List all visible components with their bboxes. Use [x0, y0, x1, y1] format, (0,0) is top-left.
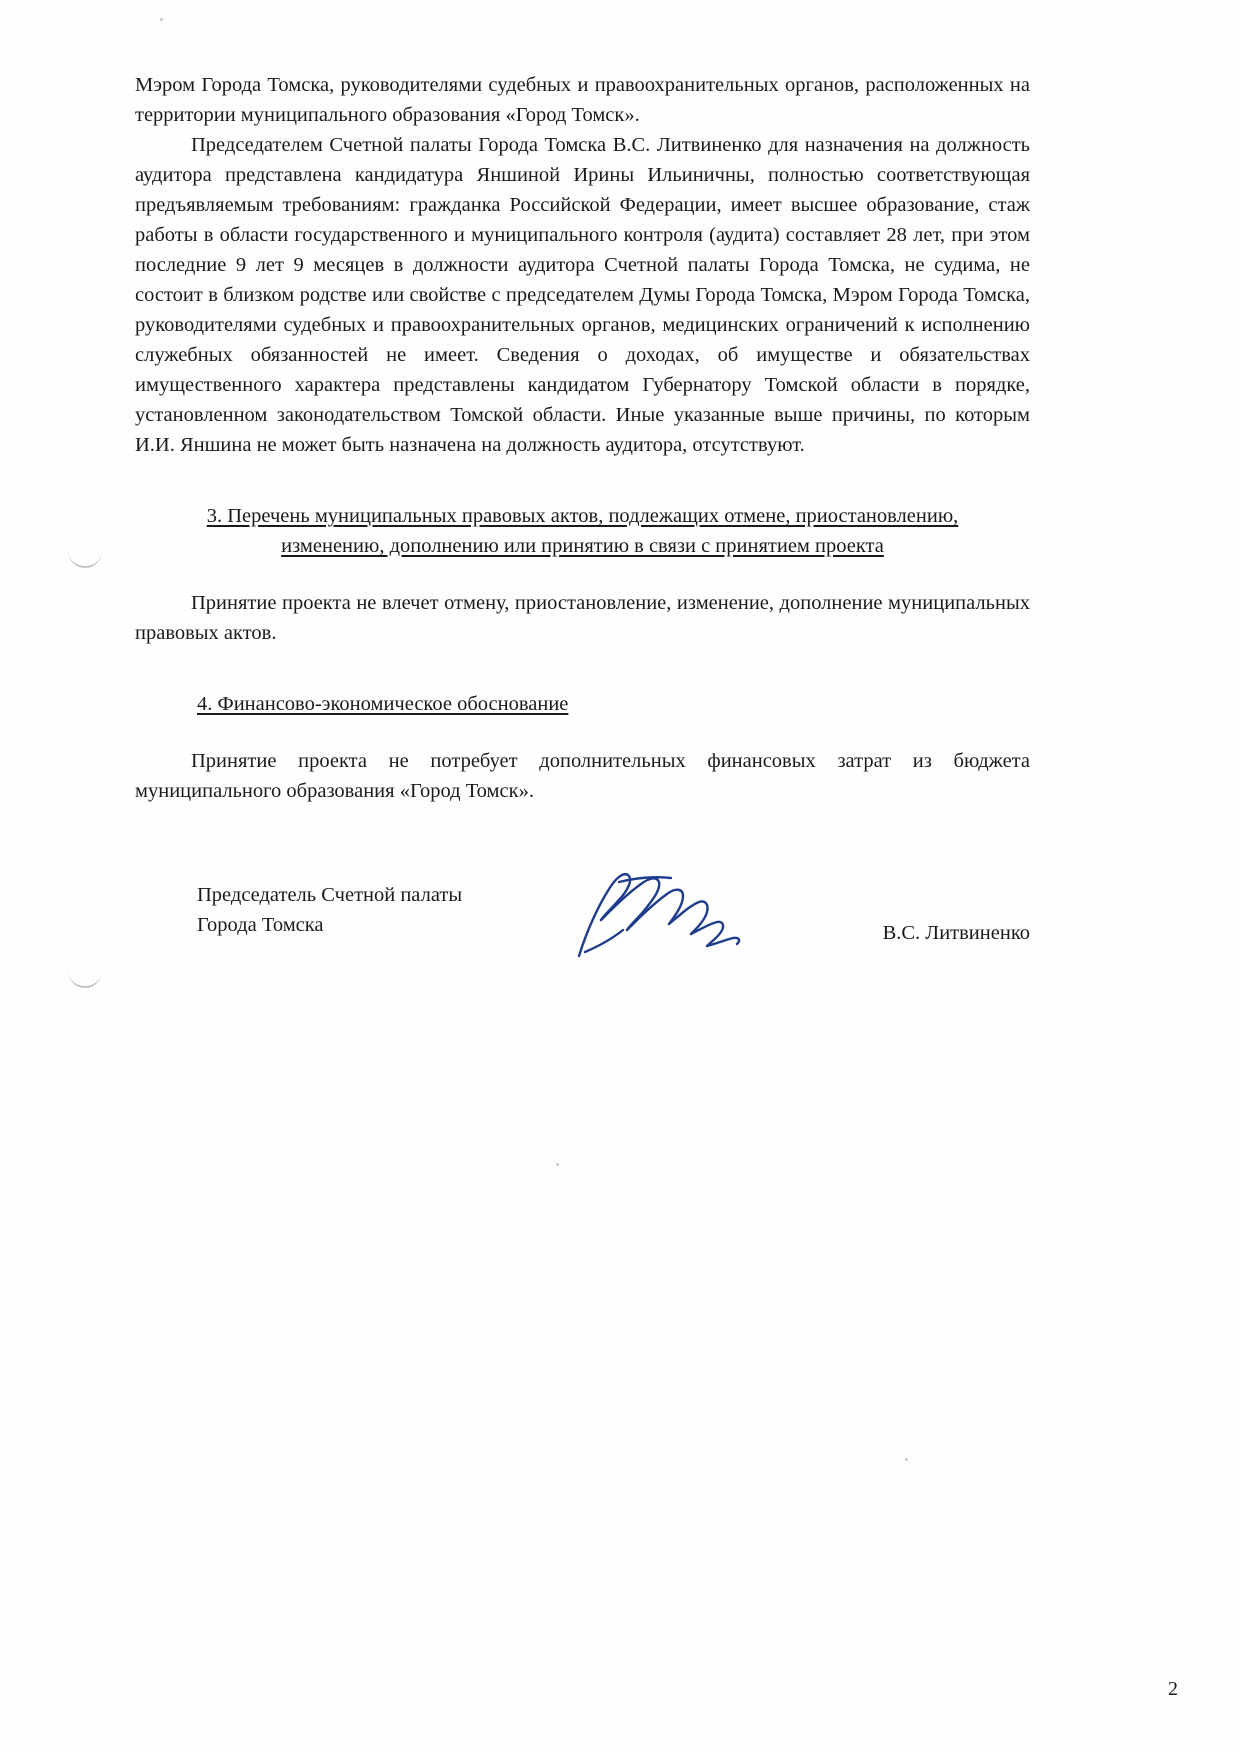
scan-speck: [556, 1163, 559, 1166]
paragraph-candidate: Председателем Счетной палаты Города Томска В.С. Литвиненко для назначения на должность аудитора представлена кандидатура Яншиной Ирины Ильиничны, полностью соответствующая предъявляемым требованиям: гражданка Российской Федерации, имеет высшее образование, стаж работы в области государственного и муниципального контроля (аудита) составляет 28 лет, при этом последние 9 лет 9 месяцев в должности аудитора Счетной палаты Города Томска, не судима, не состоит в близком родстве или свойстве с председателем Думы Города Томска, Мэром Города Томска, руководителями судебных и правоохранительных органов, медицинских ограничений к исполнению служебных обязанностей не имеет. Сведения о доходах, об имуществе и обязательствах имущественного характера представлены кандидатом Губернатору Томской области в порядке, установленном законодательством Томской области. Иные указанные выше причины, по которым И.И. Яншина не может быть назначена на должность аудитора, отсутствуют.: [135, 134, 1030, 457]
hole-punch-mark-bottom: [68, 968, 102, 988]
signatory-role-line-2: Города Томска: [197, 914, 324, 937]
section-3-heading-line-2: изменению, дополнению или принятию в связи с принятием проекта: [281, 535, 884, 558]
paragraph-continued: Мэром Города Томска, руководителями судебных и правоохранительных органов, расположенных на территории муниципального образования «Город Томск».: [135, 74, 1030, 127]
section-4-heading-line-1: 4. Финансово-экономическое обоснование: [197, 692, 569, 715]
document-body: [135, 70, 1030, 990]
section-4-heading: [135, 690, 1030, 720]
page-number: 2: [1168, 1678, 1178, 1700]
signature-block: [135, 880, 1030, 990]
handwritten-signature-icon: [565, 860, 785, 970]
section-3-body: Принятие проекта не влечет отмену, приостановление, изменение, дополнение муниципальных правовых актов.: [135, 591, 1030, 644]
signatory-name: В.С. Литвиненко: [882, 921, 1030, 944]
section-3-body-block: [135, 588, 1030, 648]
signatory-role-line-1: Председатель Счетной палаты: [197, 883, 463, 906]
section-4-body: Принятие проекта не потребует дополнительных финансовых затрат из бюджета муниципального образования «Город Томск».: [135, 749, 1030, 802]
section-3-heading: [135, 502, 1030, 561]
section-3-heading-line-1: 3. Перечень муниципальных правовых актов, подлежащих отмене, приостановлению,: [206, 505, 959, 528]
scan-speck: [160, 18, 163, 21]
signatory-role: [197, 880, 462, 942]
scan-speck: [905, 1458, 908, 1461]
section-4-body-block: [135, 746, 1030, 806]
hole-punch-mark-top: [68, 548, 102, 568]
